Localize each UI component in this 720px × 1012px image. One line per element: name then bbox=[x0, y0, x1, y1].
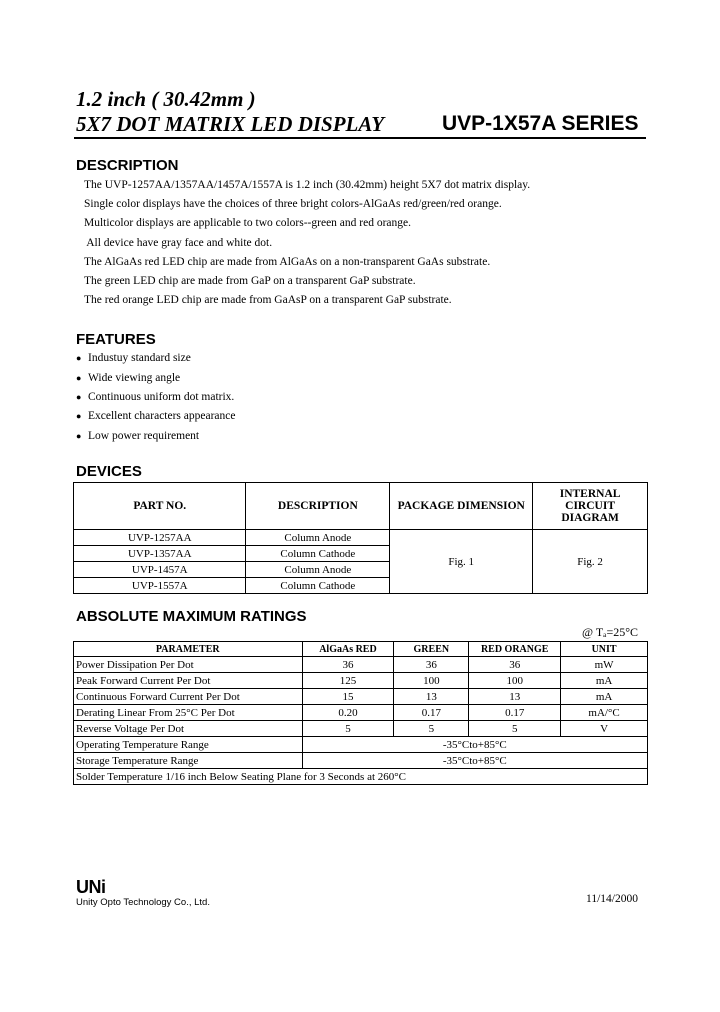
table-row bbox=[74, 657, 648, 673]
part-number: UVP-1257AA bbox=[74, 530, 246, 546]
value-red-orange: 13 bbox=[469, 689, 561, 705]
feature-item bbox=[76, 352, 191, 364]
value-unit: mA/°C bbox=[561, 705, 648, 721]
col-header-description: DESCRIPTION bbox=[246, 483, 390, 530]
value-red-orange: 100 bbox=[469, 673, 561, 689]
description-line: All device have gray face and white dot. bbox=[84, 237, 273, 249]
feature-text: Industuy standard size bbox=[88, 352, 191, 364]
title-line-size: 1.2 inch ( 30.42mm ) bbox=[76, 87, 256, 111]
parameter-name: Derating Linear From 25°C Per Dot bbox=[74, 705, 303, 721]
part-description: Column Anode bbox=[246, 530, 390, 546]
company-name: Unity Opto Technology Co., Ltd. bbox=[76, 897, 210, 908]
parameter-name: Peak Forward Current Per Dot bbox=[74, 673, 303, 689]
table-row bbox=[74, 673, 648, 689]
description-line: The red orange LED chip are made from GaAsP on a transparent GaP substrate. bbox=[84, 294, 452, 306]
devices-table bbox=[73, 482, 648, 594]
title-line-product: 5X7 DOT MATRIX LED DISPLAY bbox=[76, 112, 385, 136]
value-unit: mW bbox=[561, 657, 648, 673]
value-unit: V bbox=[561, 721, 648, 737]
title-divider bbox=[74, 137, 646, 139]
parameter-name: Continuous Forward Current Per Dot bbox=[74, 689, 303, 705]
series-name: UVP-1X57A SERIES bbox=[442, 112, 639, 135]
col-header-red-orange: RED ORANGE bbox=[469, 642, 561, 657]
description-line: Multicolor displays are applicable to two colors--green and red orange. bbox=[84, 217, 411, 229]
col-header-unit: UNIT bbox=[561, 642, 648, 657]
value-green: 0.17 bbox=[394, 705, 469, 721]
bullet-icon: ● bbox=[76, 431, 82, 441]
ratings-table bbox=[73, 641, 648, 785]
description-heading: DESCRIPTION bbox=[76, 157, 179, 174]
part-description: Column Cathode bbox=[246, 546, 390, 562]
description-line: The AlGaAs red LED chip are made from AlGaAs on a non-transparent GaAs substrate. bbox=[84, 256, 491, 268]
part-description: Column Cathode bbox=[246, 578, 390, 594]
table-row bbox=[74, 530, 648, 546]
parameter-name: Power Dissipation Per Dot bbox=[74, 657, 303, 673]
col-header-parameter: PARAMETER bbox=[74, 642, 303, 657]
value-green: 100 bbox=[394, 673, 469, 689]
table-row bbox=[74, 753, 648, 769]
ratings-condition: @ Tₐ=25°C bbox=[582, 625, 639, 639]
value-red-orange: 36 bbox=[469, 657, 561, 673]
parameter-name: Reverse Voltage Per Dot bbox=[74, 721, 303, 737]
document-date: 11/14/2000 bbox=[586, 893, 638, 905]
value-red-orange: 0.17 bbox=[469, 705, 561, 721]
bullet-icon: ● bbox=[76, 411, 82, 421]
ratings-header-row bbox=[74, 642, 648, 657]
feature-text: Low power requirement bbox=[88, 430, 200, 442]
company-logo: UNi bbox=[76, 877, 106, 897]
feature-item bbox=[76, 372, 180, 384]
part-number: UVP-1457A bbox=[74, 562, 246, 578]
value-green: 13 bbox=[394, 689, 469, 705]
value-algaas-red: 36 bbox=[302, 657, 394, 673]
feature-text: Wide viewing angle bbox=[88, 372, 181, 384]
value-unit: mA bbox=[561, 673, 648, 689]
table-row bbox=[74, 769, 648, 785]
feature-text: Excellent characters appearance bbox=[88, 410, 236, 422]
devices-header-row bbox=[74, 483, 648, 530]
col-header-algaas-red: AlGaAs RED bbox=[302, 642, 394, 657]
value-algaas-red: 5 bbox=[302, 721, 394, 737]
value-green: 5 bbox=[394, 721, 469, 737]
bullet-icon: ● bbox=[76, 353, 82, 363]
parameter-name: Operating Temperature Range bbox=[74, 737, 303, 753]
description-line: The UVP-1257AA/1357AA/1457A/1557A is 1.2 inch (30.42mm) height 5X7 dot matrix display. bbox=[84, 179, 531, 191]
features-heading: FEATURES bbox=[76, 331, 156, 348]
description-line: The green LED chip are made from GaP on a transparent GaP substrate. bbox=[84, 275, 416, 287]
feature-text: Continuous uniform dot matrix. bbox=[88, 391, 235, 403]
value-red-orange: 5 bbox=[469, 721, 561, 737]
storage-temperature-value: -35°Cto+85°C bbox=[302, 753, 647, 769]
circuit-diagram-ref: Fig. 2 bbox=[533, 530, 648, 594]
part-number: UVP-1357AA bbox=[74, 546, 246, 562]
value-green: 36 bbox=[394, 657, 469, 673]
table-row bbox=[74, 689, 648, 705]
table-row bbox=[74, 705, 648, 721]
feature-item bbox=[76, 410, 235, 422]
value-algaas-red: 0.20 bbox=[302, 705, 394, 721]
value-algaas-red: 125 bbox=[302, 673, 394, 689]
part-number: UVP-1557A bbox=[74, 578, 246, 594]
description-line: Single color displays have the choices of three bright colors-AlGaAs red/green/red orange. bbox=[84, 198, 502, 210]
table-row bbox=[74, 737, 648, 753]
feature-item bbox=[76, 391, 234, 403]
bullet-icon: ● bbox=[76, 373, 82, 383]
col-header-part-no: PART NO. bbox=[74, 483, 246, 530]
col-header-green: GREEN bbox=[394, 642, 469, 657]
value-algaas-red: 15 bbox=[302, 689, 394, 705]
solder-temperature-note: Solder Temperature 1/16 inch Below Seating Plane for 3 Seconds at 260°C bbox=[74, 769, 648, 785]
devices-heading: DEVICES bbox=[76, 463, 142, 480]
ratings-heading: ABSOLUTE MAXIMUM RATINGS bbox=[76, 608, 307, 625]
package-dimension-ref: Fig. 1 bbox=[390, 530, 533, 594]
col-header-internal-circuit-diagram: INTERNAL CIRCUIT DIAGRAM bbox=[533, 483, 648, 530]
table-row bbox=[74, 721, 648, 737]
operating-temperature-value: -35°Cto+85°C bbox=[302, 737, 647, 753]
value-unit: mA bbox=[561, 689, 648, 705]
col-header-package-dimension: PACKAGE DIMENSION bbox=[390, 483, 533, 530]
feature-item bbox=[76, 430, 199, 442]
bullet-icon: ● bbox=[76, 392, 82, 402]
parameter-name: Storage Temperature Range bbox=[74, 753, 303, 769]
part-description: Column Anode bbox=[246, 562, 390, 578]
